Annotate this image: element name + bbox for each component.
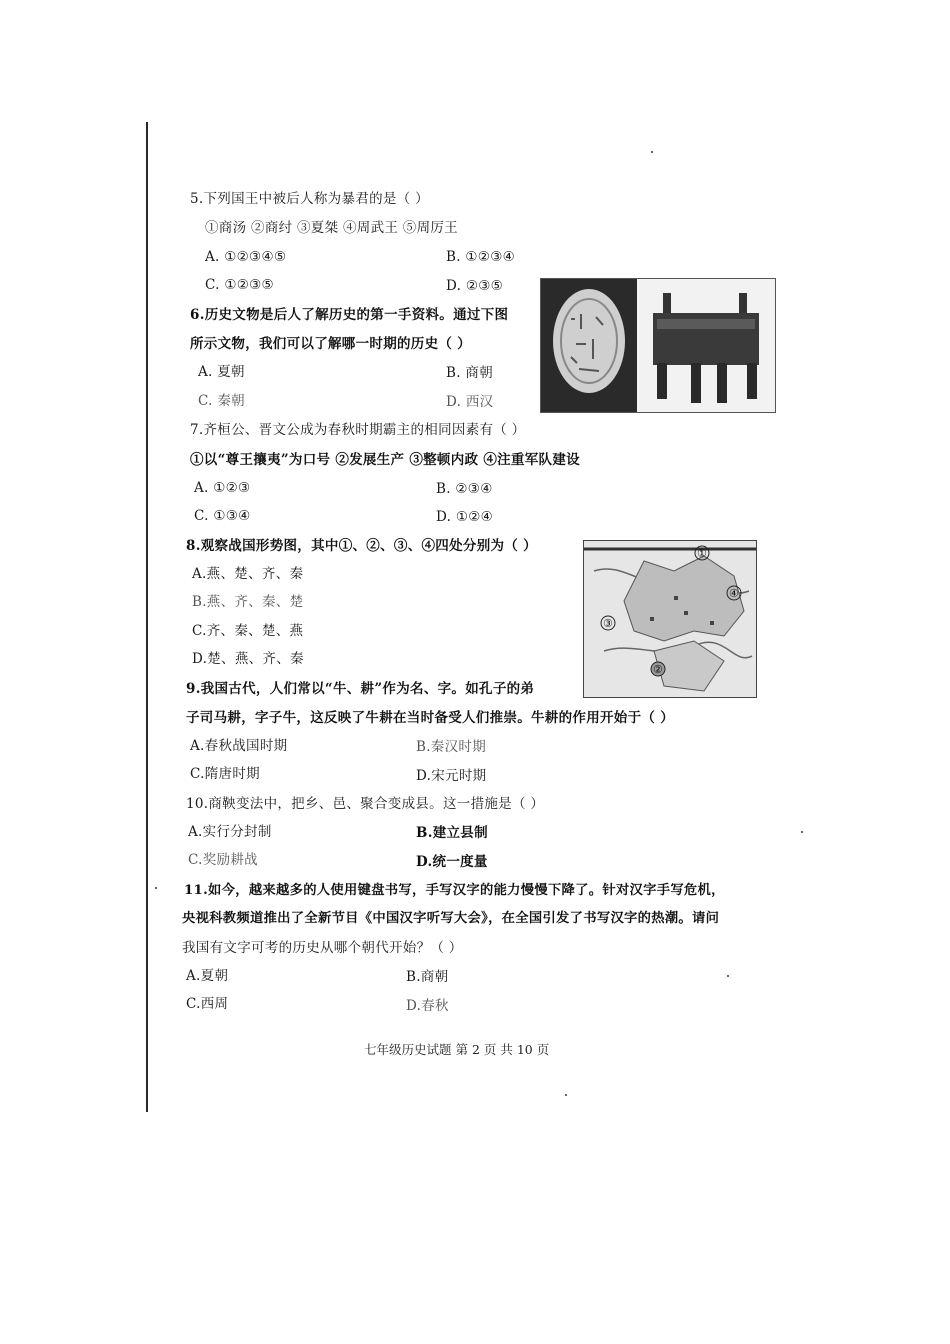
q11-option-c[interactable]: C.西周 (186, 996, 229, 1012)
map-city-marker (674, 596, 678, 600)
q6-option-c[interactable]: C. 秦朝 (198, 393, 245, 409)
scan-speck (155, 887, 157, 889)
q9-option-b[interactable]: B.秦汉时期 (416, 739, 487, 755)
map-marker-3: ③ (603, 617, 613, 630)
q10-option-b[interactable]: B.建立县制 (416, 825, 488, 841)
scan-speck (727, 975, 729, 977)
ding-leg (691, 363, 701, 403)
oracle-bone-shell (553, 289, 625, 393)
q11-stem-line1: 11.如今，越来越多的人使用键盘书写，手写汉字的能力慢慢下降了。针对汉字手写危机， (184, 883, 725, 898)
artifact-photo-graphic (541, 279, 775, 412)
ding-decoration-band (657, 319, 755, 329)
q5-option-b[interactable]: B. ①②③④ (446, 249, 516, 265)
q6-option-d[interactable]: D. 西汉 (446, 394, 494, 410)
q9-option-c[interactable]: C.隋唐时期 (190, 766, 260, 782)
map-city-marker (710, 621, 714, 625)
binding-margin-line (146, 122, 148, 1112)
map-marker-2: ② (653, 663, 663, 676)
q7-stem: 7.齐桓公、晋文公成为春秋时期霸主的相同因素有（ ） (190, 422, 526, 438)
warring-states-map-graphic (584, 541, 756, 697)
q10-option-a[interactable]: A.实行分封制 (188, 824, 272, 840)
q11-stem-line2: 央视科教频道推出了全新节目《中国汉字听写大会》，在全国引发了书写汉字的热潮。请问 (182, 911, 720, 926)
q10-option-d[interactable]: D.统一度量 (416, 854, 488, 870)
scan-speck (651, 151, 653, 153)
scan-speck (565, 1094, 567, 1096)
ding-leg (717, 363, 727, 403)
q10-stem: 10.商鞅变法中，把乡、邑、聚合变成县。这一措施是（ ） (186, 796, 545, 812)
q9-option-a[interactable]: A.春秋战国时期 (190, 738, 288, 754)
map-marker-4: ④ (729, 587, 739, 600)
warring-states-map (583, 540, 757, 698)
q9-option-d[interactable]: D.宋元时期 (416, 768, 487, 784)
q7-option-c[interactable]: C. ①③④ (194, 508, 251, 524)
ding-leg (657, 363, 667, 399)
map-city-marker (650, 617, 654, 621)
q5-option-c[interactable]: C. ①②③⑤ (205, 277, 274, 293)
artifact-photo (540, 278, 776, 413)
q6-option-b[interactable]: B. 商朝 (446, 365, 494, 381)
q9-stem-line1: 9.我国古代，人们常以“牛、耕”作为名、字。如孔子的弟 (186, 681, 535, 697)
q5-items: ①商汤 ②商纣 ③夏桀 ④周武王 ⑤周厉王 (205, 220, 458, 236)
ding-leg (747, 363, 757, 399)
q7-option-a[interactable]: A. ①②③ (194, 480, 251, 496)
q7-items: ①以“尊王攘夷”为口号 ②发展生产 ③整顿内政 ④注重军队建设 (190, 452, 580, 468)
q9-stem-line2: 子司马耕，字子牛，这反映了牛耕在当时备受人们推崇。牛耕的作用开始于（ ） (186, 710, 674, 726)
q8-option-c[interactable]: C.齐、秦、楚、燕 (192, 623, 304, 639)
q7-option-d[interactable]: D. ①②④ (436, 509, 494, 525)
q8-option-a[interactable]: A.燕、楚、齐、秦 (192, 566, 304, 582)
q8-option-b[interactable]: B.燕、齐、秦、楚 (192, 594, 304, 610)
q6-stem-line2: 所示文物，我们可以了解哪一时期的历史（ ） (190, 336, 471, 352)
q5-option-a[interactable]: A. ①②③④⑤ (205, 249, 287, 265)
q8-option-d[interactable]: D.楚、燕、齐、秦 (192, 651, 304, 667)
page-footer: 七年级历史试题 第 2 页 共 10 页 (364, 1042, 550, 1057)
q8-stem: 8.观察战国形势图，其中①、②、③、④四处分别为（ ） (186, 538, 537, 554)
q5-option-d[interactable]: D. ②③⑤ (446, 278, 504, 294)
q10-option-c[interactable]: C.奖励耕战 (188, 852, 258, 868)
scan-speck (801, 831, 803, 833)
q6-option-a[interactable]: A. 夏朝 (198, 364, 245, 380)
map-city-marker (684, 611, 688, 615)
q11-option-d[interactable]: D.春秋 (406, 998, 449, 1014)
q11-stem-line3: 我国有文字可考的历史从哪个朝代开始？（ ） (182, 940, 463, 956)
q11-option-b[interactable]: B.商朝 (406, 969, 449, 985)
q11-option-a[interactable]: A.夏朝 (186, 968, 229, 984)
map-marker-1: ① (697, 547, 707, 560)
q7-option-b[interactable]: B. ②③④ (436, 481, 493, 497)
q5-stem: 5.下列国王中被后人称为暴君的是（ ） (190, 191, 429, 207)
q6-stem-line1: 6.历史文物是后人了解历史的第一手资料。通过下图 (190, 307, 509, 323)
